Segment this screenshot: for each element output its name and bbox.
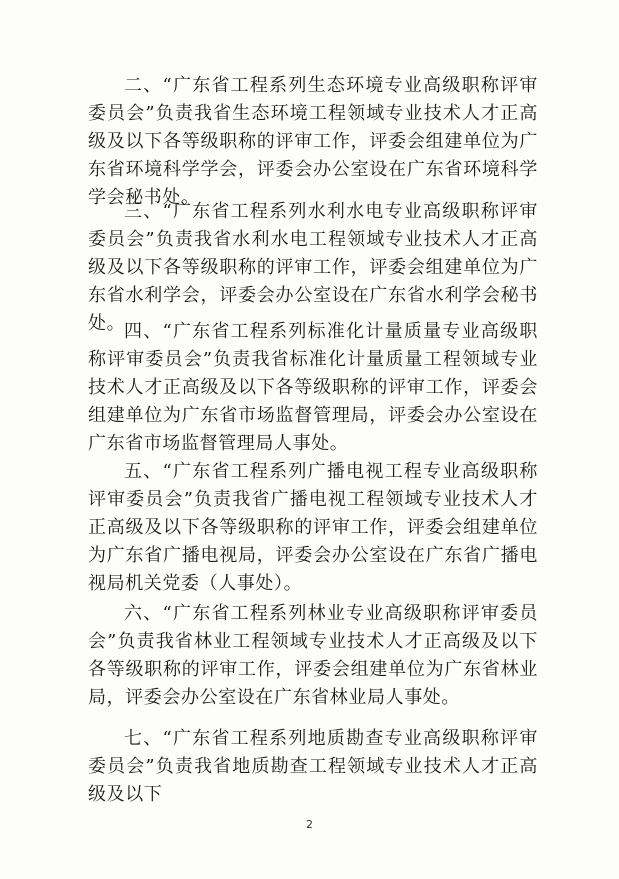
paragraph-item-6: 六、“广东省工程系列林业专业高级职称评审委员会”负责我省林业工程领域专业技术人才正高级及以下各等级职称的评审工作，评委会组建单位为广东省林业局，评委会办公室设在广东省林业局人事处。 <box>88 603 538 708</box>
paragraph-item-4: 四、“广东省工程系列标准化计量质量专业高级职称评审委员会”负责我省标准化计量质量工程领域专业技术人才正高级及以下各等级职称的评审工作，评委会组建单位为广东省市场监督管理局，评委会办公室设在广东省市场监督管理局人事处。 <box>88 321 538 454</box>
paragraph-item-3: 三、“广东省工程系列水利水电专业高级职称评审委员会”负责我省水利水电工程领域专业技术人才正高级及以下各等级职称的评审工作，评委会组建单位为广东省水利学会，评委会办公室设在广东省水利学会秘书处。 <box>88 201 538 334</box>
paragraph-item-7: 七、“广东省工程系列地质勘查专业高级职称评审委员会”负责我省地质勘查工程领域专业技术人才正高级及以下 <box>88 728 538 805</box>
paragraph-item-2: 二、“广东省工程系列生态环境专业高级职称评审委员会”负责我省生态环境工程领域专业技术人才正高级及以下各等级职称的评审工作，评委会组建单位为广东省环境科学学会，评委会办公室设在广东省环境科学学会秘书处。 <box>88 75 538 208</box>
paragraph-item-5: 五、“广东省工程系列广播电视工程专业高级职称评审委员会”负责我省广播电视工程领域专业技术人才正高级及以下各等级职称的评审工作，评委会组建单位为广东省广播电视局，评委会办公室设在广东省广播电视局机关党委（人事处）。 <box>88 461 538 594</box>
page-number: 2 <box>306 818 313 831</box>
